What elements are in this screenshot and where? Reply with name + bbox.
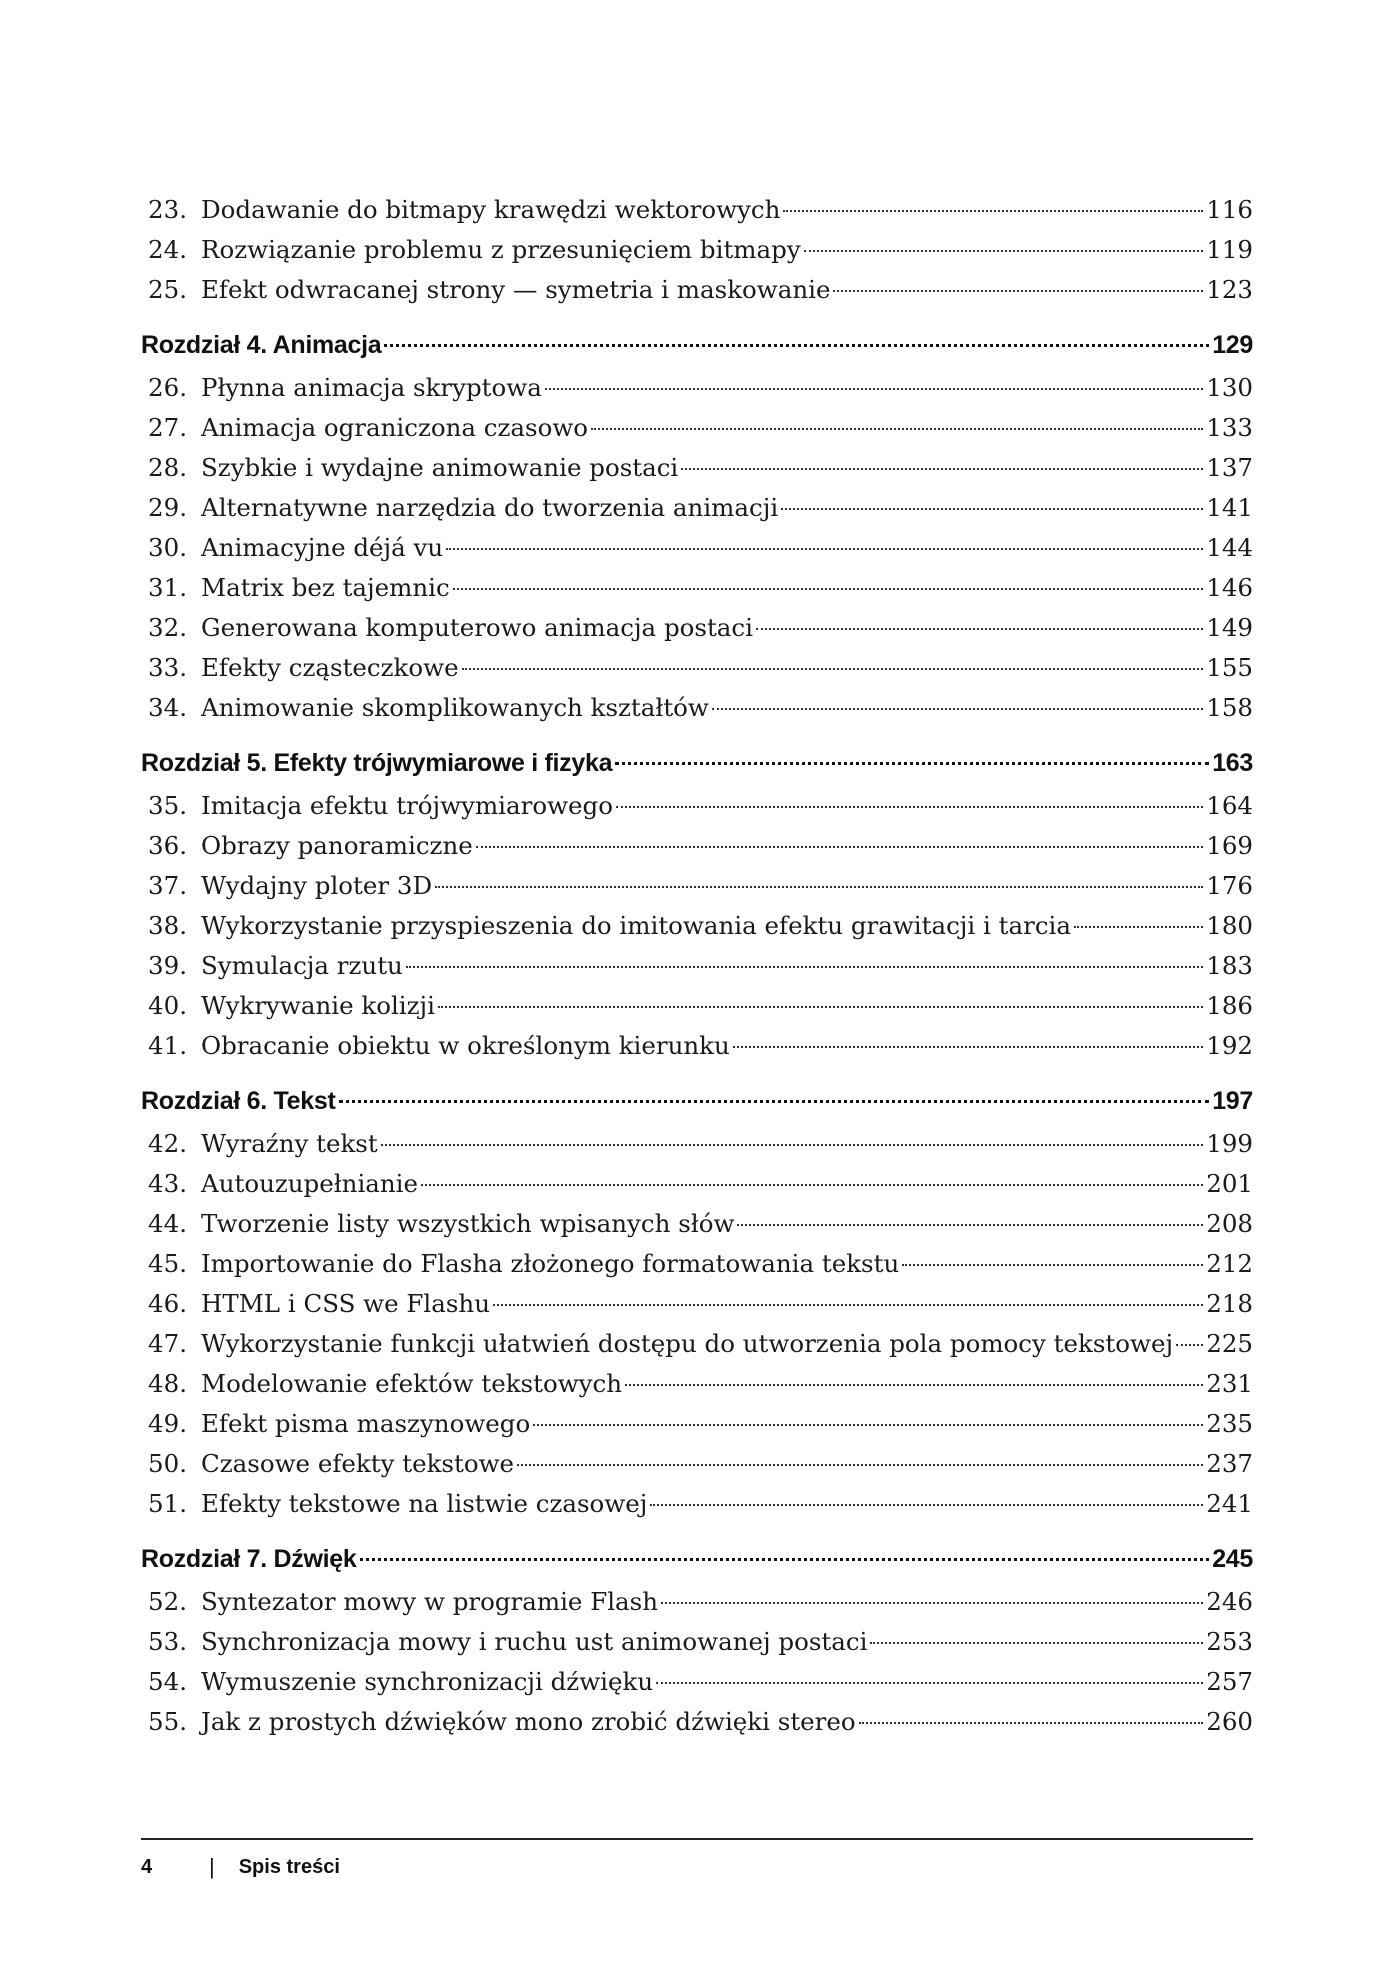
entry-page-number: 253 [1206,1627,1253,1656]
entry-title: Wykorzystanie przyspieszenia do imitowania efektu grawitacji i tarcia [201,911,1071,940]
entry-title: Alternatywne narzędzia do tworzenia animacji [201,493,779,522]
entry-page-number: 164 [1206,791,1253,820]
dot-leader [783,210,1203,212]
toc-entry[interactable] [141,1667,1253,1707]
toc-entry[interactable] [141,1329,1253,1369]
entry-page-number: 180 [1206,911,1253,940]
toc-entry[interactable] [141,235,1253,275]
dot-leader [737,1224,1203,1226]
toc-entry[interactable] [141,195,1253,235]
entry-number: 54. [148,1667,187,1696]
entry-number: 51. [148,1489,187,1518]
footer-rule [141,1838,1253,1840]
dot-leader [804,250,1204,252]
dot-leader [625,1384,1203,1386]
dot-leader [615,762,1209,765]
dot-leader [616,806,1203,808]
entry-page-number: 169 [1206,831,1253,860]
entry-number: 34. [148,693,187,722]
entry-title: Efekty cząsteczkowe [201,653,459,682]
entry-page-number: 119 [1206,235,1253,264]
entry-page-number: 235 [1206,1409,1253,1438]
chapter-title: Rozdział 7. Dźwięk [141,1545,357,1573]
entry-page-number: 146 [1206,573,1253,602]
toc-entry[interactable] [141,1169,1253,1209]
chapter-heading[interactable] [141,1545,1253,1587]
entry-title: Generowana komputerowo animacja postaci [201,613,753,642]
entry-number: 23. [148,195,187,224]
dot-leader [870,1642,1203,1644]
chapter-title: Rozdział 6. Tekst [141,1087,336,1115]
chapter-heading[interactable] [141,1087,1253,1129]
toc-entry[interactable] [141,493,1253,533]
dot-leader [453,588,1204,590]
dot-leader [859,1722,1204,1724]
toc-entry[interactable] [141,831,1253,871]
entry-title: Wykorzystanie funkcji ułatwień dostępu do utworzenia pola pomocy tekstowej [201,1329,1174,1358]
entry-number: 55. [148,1707,187,1736]
dot-leader [381,1144,1204,1146]
entry-page-number: 133 [1206,413,1253,442]
dot-leader [406,966,1203,968]
entry-page-number: 208 [1206,1209,1253,1238]
dot-leader [533,1424,1203,1426]
toc-entry[interactable] [141,911,1253,951]
toc-entry[interactable] [141,573,1253,613]
chapter-title: Rozdział 4. Animacja [141,331,382,359]
footer-section-title: Spis treści [238,1855,340,1878]
dot-leader [661,1602,1203,1604]
table-of-contents [141,195,1253,1747]
entry-title: Wymuszenie synchronizacji dźwięku [201,1667,654,1696]
dot-leader [435,886,1203,888]
chapter-heading[interactable] [141,331,1253,373]
entry-number: 50. [148,1449,187,1478]
toc-entry[interactable] [141,1587,1253,1627]
entry-number: 48. [148,1369,187,1398]
entry-page-number: 237 [1206,1449,1253,1478]
toc-entry[interactable] [141,871,1253,911]
entry-number: 41. [148,1031,187,1060]
entry-page-number: 137 [1206,453,1253,482]
entry-number: 33. [148,653,187,682]
toc-entry[interactable] [141,373,1253,413]
toc-entry[interactable] [141,991,1253,1031]
entry-title: Dodawanie do bitmapy krawędzi wektorowych [201,195,781,224]
entry-page-number: 130 [1206,373,1253,402]
dot-leader [650,1504,1203,1506]
toc-entry[interactable] [141,693,1253,733]
entry-title: Obracanie obiektu w określonym kierunku [201,1031,730,1060]
toc-entry[interactable] [141,1369,1253,1409]
entry-number: 44. [148,1209,187,1238]
entry-number: 26. [148,373,187,402]
entry-title: Importowanie do Flasha złożonego formatowania tekstu [201,1249,900,1278]
toc-entry[interactable] [141,1489,1253,1529]
entry-title: Wyraźny tekst [201,1129,378,1158]
page-footer [141,1852,340,1882]
dot-leader [517,1464,1203,1466]
entry-page-number: 183 [1206,951,1253,980]
dot-leader [656,1682,1203,1684]
dot-leader [1176,1344,1203,1346]
entry-number: 43. [148,1169,187,1198]
toc-entry[interactable] [141,1627,1253,1667]
entry-page-number: 186 [1206,991,1253,1020]
chapter-page-number: 129 [1212,331,1253,359]
entry-title: Efekty tekstowe na listwie czasowej [201,1489,648,1518]
entry-number: 25. [148,275,187,304]
dot-leader [446,548,1203,550]
chapter-page-number: 245 [1212,1545,1253,1573]
dot-leader [902,1264,1203,1266]
toc-entry[interactable] [141,533,1253,573]
entry-number: 45. [148,1249,187,1278]
entry-number: 24. [148,235,187,264]
entry-number: 31. [148,573,187,602]
entry-title: Obrazy panoramiczne [201,831,473,860]
entry-number: 32. [148,613,187,642]
chapter-page-number: 197 [1212,1087,1253,1115]
dot-leader [493,1304,1203,1306]
dot-leader [681,468,1203,470]
entry-page-number: 144 [1206,533,1253,562]
entry-page-number: 141 [1206,493,1253,522]
entry-page-number: 231 [1206,1369,1253,1398]
entry-number: 30. [148,533,187,562]
entry-number: 38. [148,911,187,940]
dot-leader [833,290,1203,292]
dot-leader [756,628,1203,630]
entry-title: Animowanie skomplikowanych kształtów [201,693,709,722]
entry-number: 29. [148,493,187,522]
entry-number: 28. [148,453,187,482]
toc-entry[interactable] [141,613,1253,653]
entry-page-number: 116 [1206,195,1253,224]
dot-leader [545,388,1203,390]
entry-number: 52. [148,1587,187,1616]
dot-leader [462,668,1204,670]
entry-page-number: 260 [1206,1707,1253,1736]
dot-leader [339,1100,1210,1103]
toc-entry[interactable] [141,791,1253,831]
dot-leader [1074,926,1203,928]
toc-entry[interactable] [141,1129,1253,1169]
footer-page-number: 4 [141,1855,153,1878]
entry-number: 53. [148,1627,187,1656]
dot-leader [360,1558,1210,1561]
entry-number: 40. [148,991,187,1020]
toc-entry[interactable] [141,1707,1253,1747]
entry-title: Rozwiązanie problemu z przesunięciem bitmapy [201,235,801,264]
entry-page-number: 225 [1206,1329,1253,1358]
entry-page-number: 257 [1206,1667,1253,1696]
dot-leader [384,344,1209,347]
dot-leader [591,428,1203,430]
entry-number: 35. [148,791,187,820]
entry-title: Animacja ograniczona czasowo [201,413,589,442]
entry-page-number: 201 [1206,1169,1253,1198]
toc-entry[interactable] [141,1449,1253,1489]
entry-title: Animacyjne déjá vu [201,533,444,562]
entry-page-number: 212 [1206,1249,1253,1278]
dot-leader [781,508,1203,510]
toc-entry[interactable] [141,1031,1253,1071]
entry-title: Matrix bez tajemnic [201,573,450,602]
entry-title: Symulacja rzutu [201,951,403,980]
entry-page-number: 192 [1206,1031,1253,1060]
entry-number: 47. [148,1329,187,1358]
toc-entry[interactable] [141,453,1253,493]
toc-entry[interactable] [141,1409,1253,1449]
entry-page-number: 158 [1206,693,1253,722]
entry-page-number: 246 [1206,1587,1253,1616]
toc-entry[interactable] [141,1209,1253,1249]
entry-title: Autouzupełnianie [201,1169,418,1198]
entry-title: Syntezator mowy w programie Flash [201,1587,658,1616]
toc-entry[interactable] [141,1289,1253,1329]
footer-separator: | [209,1854,215,1879]
toc-entry[interactable] [141,275,1253,315]
entry-title: Efekt odwracanej strony — symetria i maskowanie [201,275,831,304]
entry-title: Synchronizacja mowy i ruchu ust animowanej postaci [201,1627,868,1656]
dot-leader [476,846,1203,848]
chapter-page-number: 163 [1212,749,1253,777]
entry-page-number: 123 [1206,275,1253,304]
entry-number: 36. [148,831,187,860]
toc-entry[interactable] [141,1249,1253,1289]
entry-page-number: 176 [1206,871,1253,900]
entry-title: Imitacja efektu trójwymiarowego [201,791,613,820]
entry-number: 42. [148,1129,187,1158]
entry-number: 37. [148,871,187,900]
entry-number: 49. [148,1409,187,1438]
entry-page-number: 241 [1206,1489,1253,1518]
entry-number: 39. [148,951,187,980]
dot-leader [712,708,1203,710]
entry-title: Wykrywanie kolizji [201,991,435,1020]
entry-title: Płynna animacja skryptowa [201,373,542,402]
entry-title: Efekt pisma maszynowego [201,1409,531,1438]
toc-entry[interactable] [141,951,1253,991]
entry-title: HTML i CSS we Flashu [201,1289,490,1318]
chapter-heading[interactable] [141,749,1253,791]
entry-title: Jak z prostych dźwięków mono zrobić dźwięki stereo [201,1707,856,1736]
chapter-title: Rozdział 5. Efekty trójwymiarowe i fizyka [141,749,613,777]
entry-page-number: 149 [1206,613,1253,642]
entry-number: 27. [148,413,187,442]
toc-entry[interactable] [141,653,1253,693]
toc-entry[interactable] [141,413,1253,453]
entry-title: Modelowanie efektów tekstowych [201,1369,623,1398]
entry-number: 46. [148,1289,187,1318]
entry-title: Czasowe efekty tekstowe [201,1449,515,1478]
entry-title: Szybkie i wydajne animowanie postaci [201,453,679,482]
dot-leader [421,1184,1203,1186]
dot-leader [733,1046,1203,1048]
dot-leader [438,1006,1203,1008]
entry-title: Tworzenie listy wszystkich wpisanych słów [201,1209,735,1238]
entry-page-number: 155 [1206,653,1253,682]
entry-title: Wydajny ploter 3D [201,871,433,900]
entry-page-number: 199 [1206,1129,1253,1158]
entry-page-number: 218 [1206,1289,1253,1318]
